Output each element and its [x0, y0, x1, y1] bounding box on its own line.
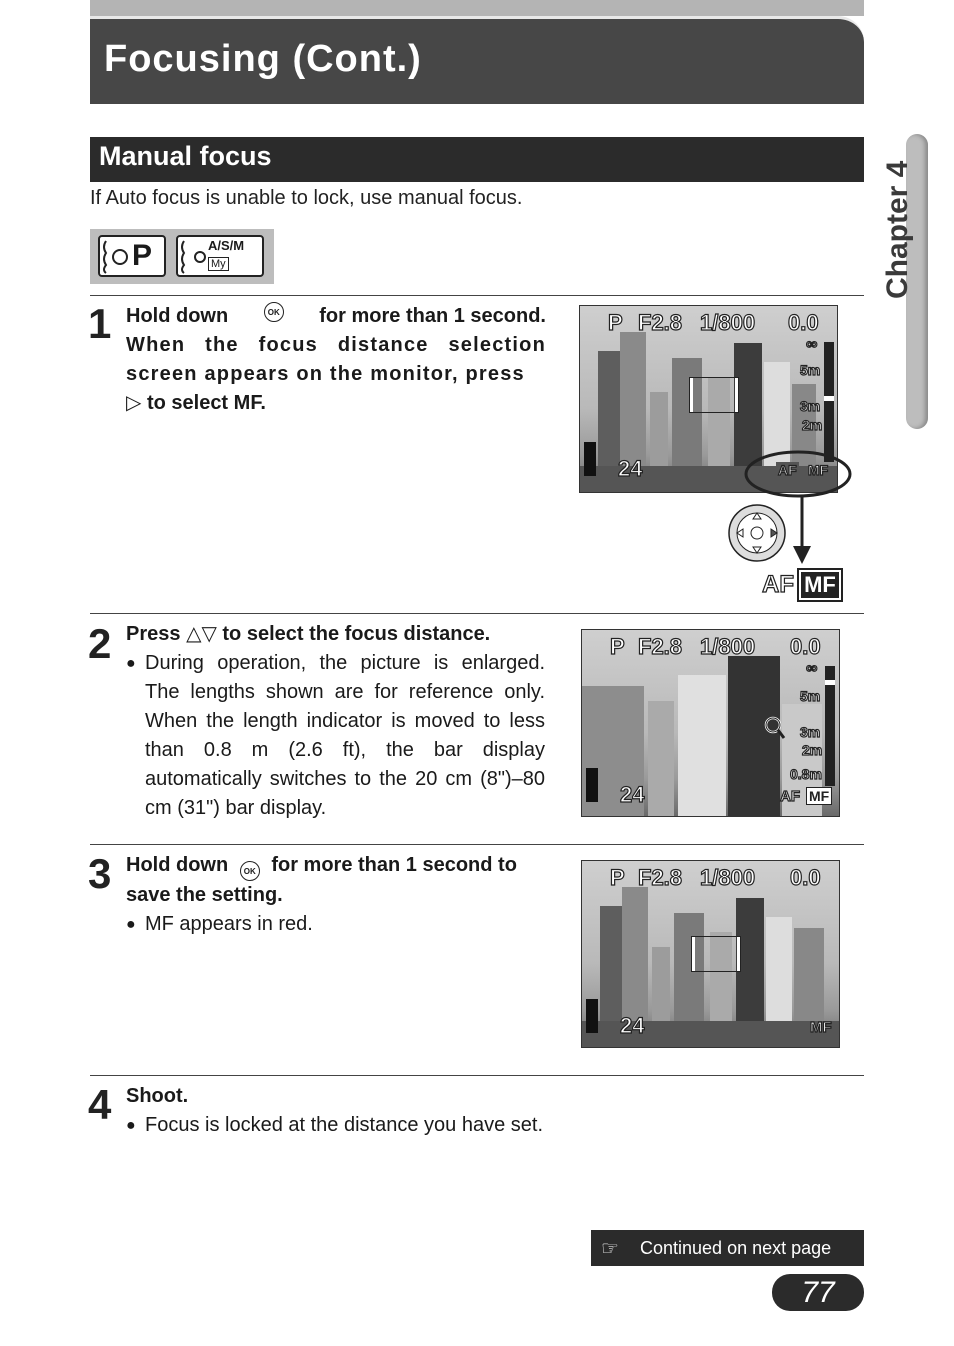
af-target — [692, 937, 740, 971]
scale-3m: 3m — [800, 724, 821, 740]
step-1-body-end: to select MF. — [146, 392, 266, 414]
magnify-icon — [764, 716, 786, 740]
step-2-text — [126, 620, 556, 823]
step-1-head-b: for more than 1 second. — [319, 305, 546, 327]
hud-aperture: F2.8 — [638, 310, 683, 335]
af-target — [690, 378, 738, 412]
camera-screen-2 — [581, 629, 840, 817]
hud-mode: P — [608, 310, 623, 335]
mode-p-icon — [98, 235, 166, 277]
step-4-head: Shoot. — [126, 1085, 189, 1107]
bullet-icon: ● — [126, 916, 136, 933]
continued-banner — [591, 1230, 864, 1266]
camera-screen-3 — [581, 860, 840, 1048]
title-banner-top — [90, 0, 864, 16]
mf-label: MF — [801, 572, 839, 598]
hud-mf: MF — [810, 1019, 832, 1036]
mode-asm-icon — [176, 235, 264, 277]
hud-frames: 24 — [620, 1013, 645, 1038]
step-number: 1 — [88, 300, 112, 347]
chapter-label-wrap — [870, 140, 930, 300]
hud-shutter: 1/800 — [700, 865, 756, 890]
hud-mode: P — [610, 865, 625, 890]
divider — [90, 295, 864, 296]
scale-5m: 5m — [800, 362, 821, 378]
page-number: 77 — [772, 1274, 864, 1311]
mode-asm-label: A/S/M — [208, 238, 245, 253]
page-title: Focusing (Cont.) — [104, 38, 422, 80]
section-title: Manual focus — [99, 141, 272, 171]
battery-bar — [586, 999, 598, 1033]
focus-scale-indicator — [824, 396, 834, 401]
hud-shutter: 1/800 — [700, 310, 756, 335]
hud-ev: 0.0 — [788, 310, 819, 335]
hud-aperture: F2.8 — [638, 865, 683, 890]
step-2-head-b: to select the focus distance. — [222, 623, 491, 645]
up-down-arrow-icon: △▽ — [186, 623, 217, 645]
hud-af: AF — [778, 462, 797, 478]
step-3-bullet: MF appears in red. — [145, 913, 313, 935]
step-3-head-b: for more than 1 second to save the setting. — [126, 854, 517, 906]
mode-p-label: P — [132, 239, 153, 272]
section-intro: If Auto focus is unable to lock, use manual focus. — [90, 187, 523, 209]
chapter-label: Chapter 4 — [881, 160, 914, 299]
battery-bar — [586, 768, 598, 802]
scale-inf: ∞ — [806, 660, 818, 677]
mode-my-label: My — [208, 257, 229, 271]
right-arrow-icon: ▷ — [126, 392, 142, 414]
battery-bar — [584, 442, 596, 476]
bullet-icon: ● — [126, 1117, 136, 1134]
hud-ev: 0.0 — [790, 865, 821, 890]
ok-button-icon: OK — [240, 861, 260, 881]
step-4-text — [126, 1082, 726, 1140]
step-number: 4 — [88, 1081, 112, 1128]
step-4-bullet: Focus is locked at the distance you have set. — [145, 1114, 543, 1136]
hud-shutter: 1/800 — [700, 634, 756, 659]
step-1-body: When the focus distance selection screen appears on the monitor, press — [126, 334, 546, 385]
step-1-head-a: Hold down — [126, 305, 229, 327]
step-3-text — [126, 851, 546, 939]
step-number: 2 — [88, 620, 112, 667]
step-3-head-a: Hold down — [126, 854, 229, 876]
hud-aperture: F2.8 — [638, 634, 683, 659]
step-2-head-a: Press — [126, 623, 181, 645]
scale-3m: 3m — [800, 398, 821, 414]
bullet-icon: ● — [126, 655, 136, 672]
hud-mode: P — [610, 634, 625, 659]
mf-label-box — [797, 568, 843, 602]
divider — [90, 844, 864, 845]
hud-mf: MF — [808, 462, 829, 478]
step-number: 3 — [88, 850, 112, 897]
scale-inf: ∞ — [806, 336, 818, 353]
scale-2m: 2m — [802, 417, 823, 433]
pointing-hand-icon: ☞ — [601, 1238, 619, 1260]
continued-text: Continued on next page — [640, 1238, 832, 1258]
scale-2m: 2m — [802, 742, 823, 758]
divider — [90, 1075, 864, 1076]
scale-5m: 5m — [800, 688, 821, 704]
af-label: AF — [762, 571, 794, 598]
step-2-bullet: During operation, the picture is enlarged. The lengths shown are for reference only. When the length indicator is moved to less than 0.8 m (2.6 ft), the bar display automatically switches to the 20 cm (8")–80 cm (31") bar display. — [145, 652, 545, 819]
ok-button-icon: OK — [264, 302, 284, 322]
hud-ev: 0.0 — [790, 634, 821, 659]
hud-mf: MF — [806, 787, 832, 805]
step-1-text — [126, 302, 546, 418]
hud-frames: 24 — [620, 782, 645, 807]
scale-08m: 0.8m — [790, 766, 822, 782]
divider — [90, 613, 864, 614]
focus-scale-indicator — [825, 680, 835, 685]
hud-af: AF — [780, 788, 800, 805]
hud-frames: 24 — [618, 456, 643, 481]
